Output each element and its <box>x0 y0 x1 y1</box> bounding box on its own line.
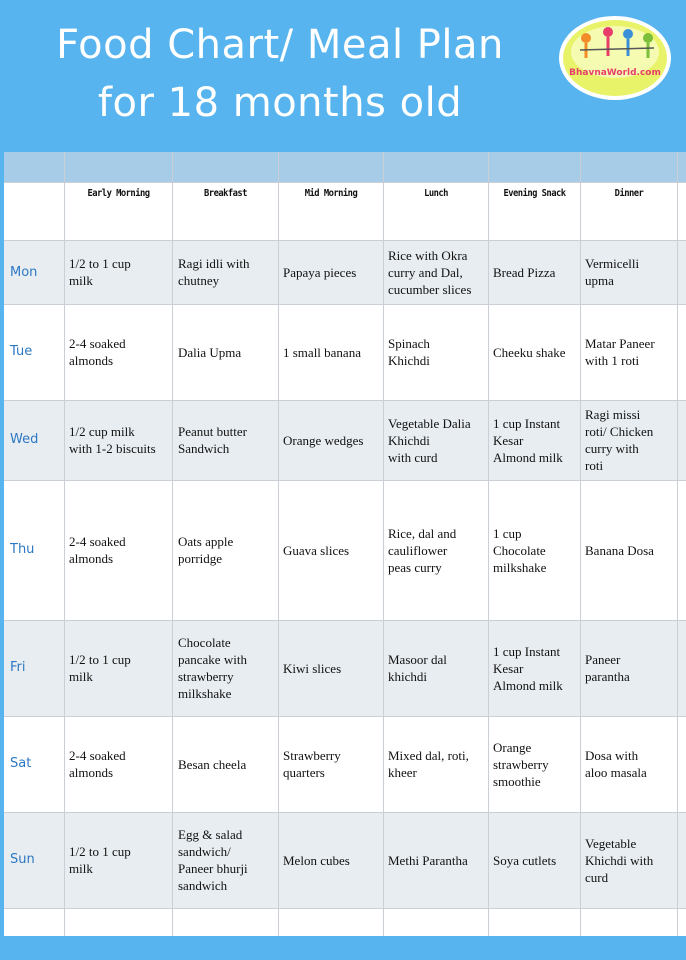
column-header-evening-snack: Evening Snack <box>503 188 566 199</box>
meal-cell: Orange strawberry smoothie <box>493 739 549 789</box>
meal-cell: Egg & salad sandwich/ Paneer bhurji sandwich <box>178 827 248 893</box>
meal-plan-table <box>4 152 686 936</box>
grid-line <box>172 152 173 936</box>
meal-cell: Vermicelli upma <box>585 256 640 288</box>
day-label-fri: Fri <box>10 660 26 675</box>
column-header-mid-morning: Mid Morning <box>304 188 358 199</box>
meal-cell: Rice with Okra curry and Dal, cucumber slices <box>388 247 472 297</box>
day-label-sat: Sat <box>10 756 32 771</box>
meal-cell: Paneer parantha <box>585 652 630 684</box>
meal-cell: Vegetable Khichdi with curd <box>585 835 654 885</box>
meal-cell: Dalia Upma <box>178 344 242 360</box>
meal-cell: Cheeku shake <box>493 344 566 360</box>
meal-cell: Chocolate pancake with strawberry milkshake <box>178 635 247 701</box>
meal-cell: Matar Paneer with 1 roti <box>585 336 655 368</box>
meal-cell: 1 cup Chocolate milkshake <box>493 525 547 575</box>
meal-cell: Melon cubes <box>283 852 350 868</box>
day-label-sun: Sun <box>10 852 35 867</box>
day-label-thu: Thu <box>10 542 35 557</box>
meal-cell: 2-4 soaked almonds <box>69 534 126 566</box>
meal-cell: Masoor dal khichdi <box>388 652 447 684</box>
meal-cell: Orange wedges <box>283 432 364 448</box>
meal-cell: 1/2 to 1 cup milk <box>69 652 131 684</box>
meal-cell: 1 cup Instant Kesar Almond milk <box>493 643 563 693</box>
meal-cell: Oats apple porridge <box>178 534 234 566</box>
grid-line <box>488 152 489 936</box>
meal-cell: Banana Dosa <box>585 542 654 558</box>
column-header-dinner: Dinner <box>614 188 644 199</box>
page-title-line2: for 18 months old <box>97 80 463 126</box>
meal-cell: Papaya pieces <box>283 264 357 280</box>
grid-line <box>4 908 686 909</box>
brand-logo[interactable] <box>556 12 674 104</box>
meal-cell: Rice, dal and cauliflower peas curry <box>388 525 457 575</box>
meal-cell: Ragi idli with chutney <box>178 256 250 288</box>
meal-cell: Soya cutlets <box>493 852 557 868</box>
meal-cell: 1/2 to 1 cup milk <box>69 844 131 876</box>
meal-cell: Strawberry quarters <box>283 748 341 780</box>
bottom-bar <box>0 936 686 960</box>
day-label-tue: Tue <box>10 344 33 359</box>
meal-cell: Peanut butter Sandwich <box>178 424 247 456</box>
meal-cell: 2-4 soaked almonds <box>69 748 126 780</box>
meal-cell: 1 cup Instant Kesar Almond milk <box>493 415 563 465</box>
meal-cell: Bread Pizza <box>493 264 556 280</box>
day-label-mon: Mon <box>10 265 38 280</box>
meal-cell: Mixed dal, roti, kheer <box>388 748 469 780</box>
column-header-lunch: Lunch <box>424 188 448 199</box>
grid-line <box>383 152 384 936</box>
logo-icon <box>556 12 674 104</box>
grid-line <box>580 152 581 936</box>
meal-cell: 1 small banana <box>283 344 361 360</box>
table-row-empty <box>4 908 686 936</box>
meal-cell: Besan cheela <box>178 756 247 772</box>
grid-line <box>64 152 65 936</box>
meal-cell: Vegetable Dalia Khichdi with curd <box>388 415 471 465</box>
grid-line <box>4 182 686 183</box>
meal-cell: Methi Parantha <box>388 852 468 868</box>
meal-cell: 2-4 soaked almonds <box>69 336 126 368</box>
meal-cell: Kiwi slices <box>283 660 342 676</box>
column-header-breakfast: Breakfast <box>204 188 247 199</box>
meal-cell: 1/2 to 1 cup milk <box>69 256 131 288</box>
meal-cell: Dosa with aloo masala <box>585 748 647 780</box>
page-title-line1: Food Chart/ Meal Plan <box>56 22 504 68</box>
header <box>0 0 686 148</box>
table-top-bar <box>4 152 686 182</box>
grid-line <box>278 152 279 936</box>
column-header-early-morning: Early Morning <box>87 188 150 199</box>
meal-cell: Guava slices <box>283 542 350 558</box>
grid-line <box>677 152 678 936</box>
meal-cell: Ragi missi roti/ Chicken curry with roti <box>585 407 654 473</box>
day-label-wed: Wed <box>10 432 39 447</box>
meal-cell: Spinach Khichdi <box>388 336 430 368</box>
meal-cell: 1/2 cup milk with 1-2 biscuits <box>69 424 156 456</box>
logo-text: BhavnaWorld.com <box>569 68 661 78</box>
